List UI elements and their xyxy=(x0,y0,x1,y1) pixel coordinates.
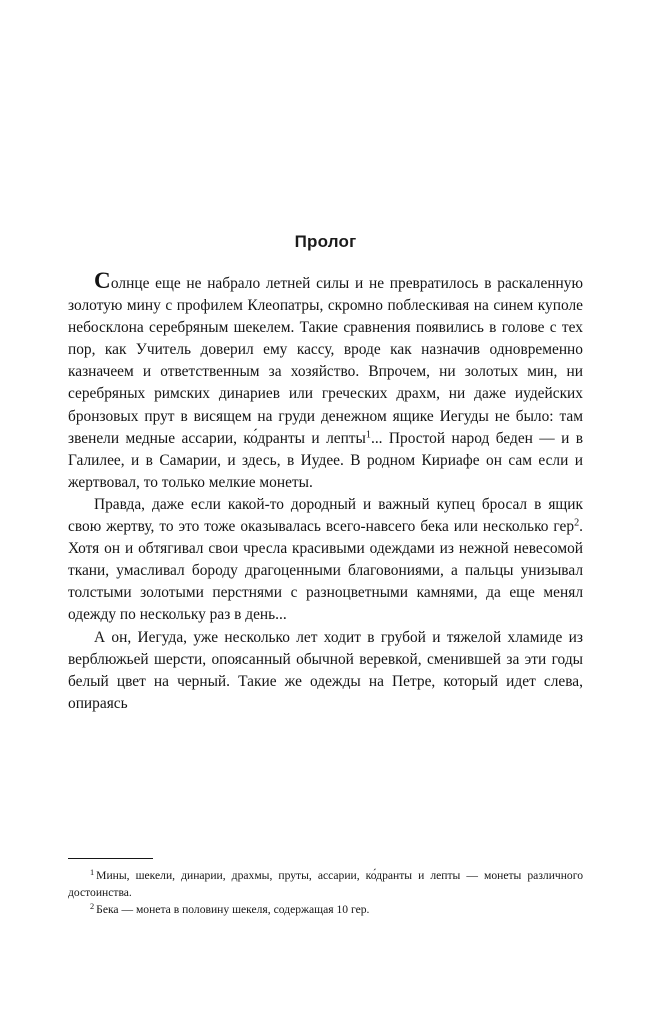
footnote-1-text: Мины, шекели, динарии, драхмы, пруты, ассарии, ко́дранты и лепты — монеты различного достоинства. xyxy=(68,869,583,899)
text-block xyxy=(68,0,583,715)
paragraph-2 xyxy=(68,494,583,627)
footnote-2-marker: 2 xyxy=(90,901,95,911)
page-title: Пролог xyxy=(294,232,357,251)
paragraph-1-text: олнце еще не набрало летней силы и не превратилось в раскаленную золотую мину с профилем Клеопатры, скромно поблескивая на синем куполе небосклона серебряным шекелем. Такие сравнения появились в голове с тех пор, как Учитель доверил ему кассу, вроде как назначив одновременно казначеем и ответственным за хозяйство. Впрочем, ни золотых мин, ни серебряных римских динариев или греческих драхм, ни даже иудейских бронзовых прут в висящем на груди денежном ящике Иегуды не было: там звенели медные ассарии, ко́дранты и лепты xyxy=(68,275,583,447)
footnote-area xyxy=(68,858,583,919)
paragraph-2-text: Правда, даже если какой-то дородный и важный купец бросал в ящик свою жертву, то это тоже оказывалась всего-навсего бека или несколько гер xyxy=(68,495,583,536)
paragraph-3-text: А он, Иегуда, уже несколько лет ходит в грубой и тяжелой хламиде из верблюжьей шерсти, опоясанный обычной веревкой, сменившей за эти годы белый цвет на черный. Такие же одежды на Петре, который идет слева, опираясь xyxy=(68,628,583,712)
footnote-1-marker: 1 xyxy=(90,867,95,877)
footnote-1 xyxy=(68,868,583,901)
paragraph-2-text-after-ref: . Хотя он и обтягивал свои чресла красивыми одеждами из нежной невесомой ткани, умасливал бороду драгоценными благовониями, а пальцы унизывал толстыми золотыми перстнями с разноцветными камнями, да еще менял одежду по нескольку раз в день... xyxy=(68,518,583,624)
footnote-reference-2[interactable]: 2 xyxy=(574,517,580,529)
paragraph-1-text-after-ref: ... Простой народ беден — и в Галилее, и в Самарии, и здесь, в Иудее. В родном Кириафе он сам если и жертвовал, то только мелкие монеты. xyxy=(68,429,583,491)
footnote-reference-1[interactable]: 1 xyxy=(365,429,371,441)
footnote-2 xyxy=(68,902,583,919)
footnote-separator-rule xyxy=(68,858,153,859)
footnote-2-text: Бека — монета в половину шекеля, содержащая 10 гер. xyxy=(96,903,370,916)
raised-cap: С xyxy=(94,268,111,293)
paragraph-1 xyxy=(68,268,583,494)
body-copy xyxy=(68,252,583,715)
paragraph-3 xyxy=(68,627,583,715)
